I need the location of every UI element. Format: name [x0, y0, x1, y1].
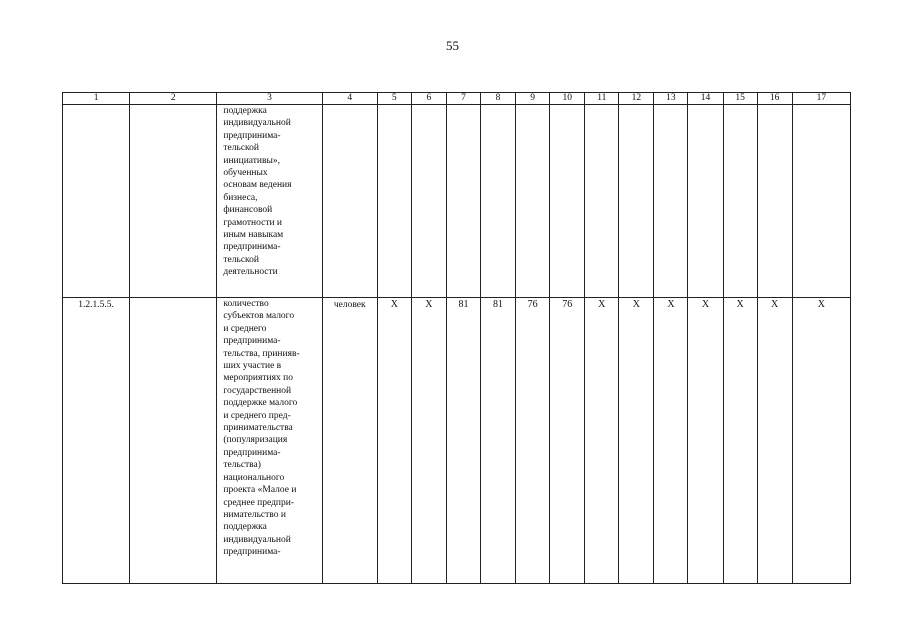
value-cell	[723, 105, 757, 298]
column-header: 13	[654, 93, 688, 105]
column-header: 16	[757, 93, 792, 105]
value-cell: 76	[516, 298, 550, 584]
column-header: 12	[619, 93, 654, 105]
column-header: 9	[516, 93, 550, 105]
column-header: 15	[723, 93, 757, 105]
value-cell: X	[723, 298, 757, 584]
column-header: 3	[217, 93, 322, 105]
value-cell	[411, 105, 446, 298]
value-cell	[619, 105, 654, 298]
table-row	[63, 105, 851, 298]
row-description: поддержка индивидуальной предпринима- тельской инициативы», обученных основам ведения бизнеса, финансовой грамотности и иным навыкам предпринима- тельской деятельности	[217, 105, 322, 298]
row-col2	[130, 298, 217, 584]
row-col2	[130, 105, 217, 298]
column-header: 11	[585, 93, 619, 105]
value-cell: X	[619, 298, 654, 584]
value-cell: 81	[446, 298, 480, 584]
column-number-row	[63, 93, 851, 105]
value-cell	[654, 105, 688, 298]
column-header: 2	[130, 93, 217, 105]
value-cell	[481, 105, 516, 298]
value-cell: X	[688, 298, 723, 584]
value-cell	[585, 105, 619, 298]
row-unit	[322, 105, 377, 298]
value-cell: 76	[550, 298, 585, 584]
value-cell	[516, 105, 550, 298]
value-cell	[792, 105, 850, 298]
value-cell	[446, 105, 480, 298]
column-header: 8	[481, 93, 516, 105]
column-header: 1	[63, 93, 130, 105]
value-cell	[757, 105, 792, 298]
row-code: 1.2.1.5.5.	[63, 298, 130, 584]
indicators-table	[62, 92, 851, 584]
table-row	[63, 298, 851, 584]
column-header: 7	[446, 93, 480, 105]
value-cell: X	[411, 298, 446, 584]
row-description: количество субъектов малого и среднего предпринима- тельства, принияв- ших участие в мероприятиях по государственной поддержке малого и среднего пред- принимательства (популяризация предпринима- тельства) национального проекта «Малое и среднее предпри- нимательство и поддержка индивидуальной предпринима-	[217, 298, 322, 584]
row-unit: человек	[322, 298, 377, 584]
value-cell: X	[377, 298, 411, 584]
column-header: 6	[411, 93, 446, 105]
column-header: 4	[322, 93, 377, 105]
column-header: 14	[688, 93, 723, 105]
value-cell: X	[585, 298, 619, 584]
value-cell	[550, 105, 585, 298]
value-cell	[688, 105, 723, 298]
column-header: 5	[377, 93, 411, 105]
row-code	[63, 105, 130, 298]
page-number: 55	[446, 38, 459, 53]
value-cell: 81	[481, 298, 516, 584]
value-cell	[377, 105, 411, 298]
value-cell: X	[792, 298, 850, 584]
value-cell: X	[654, 298, 688, 584]
value-cell: X	[757, 298, 792, 584]
column-header: 10	[550, 93, 585, 105]
column-header: 17	[792, 93, 850, 105]
